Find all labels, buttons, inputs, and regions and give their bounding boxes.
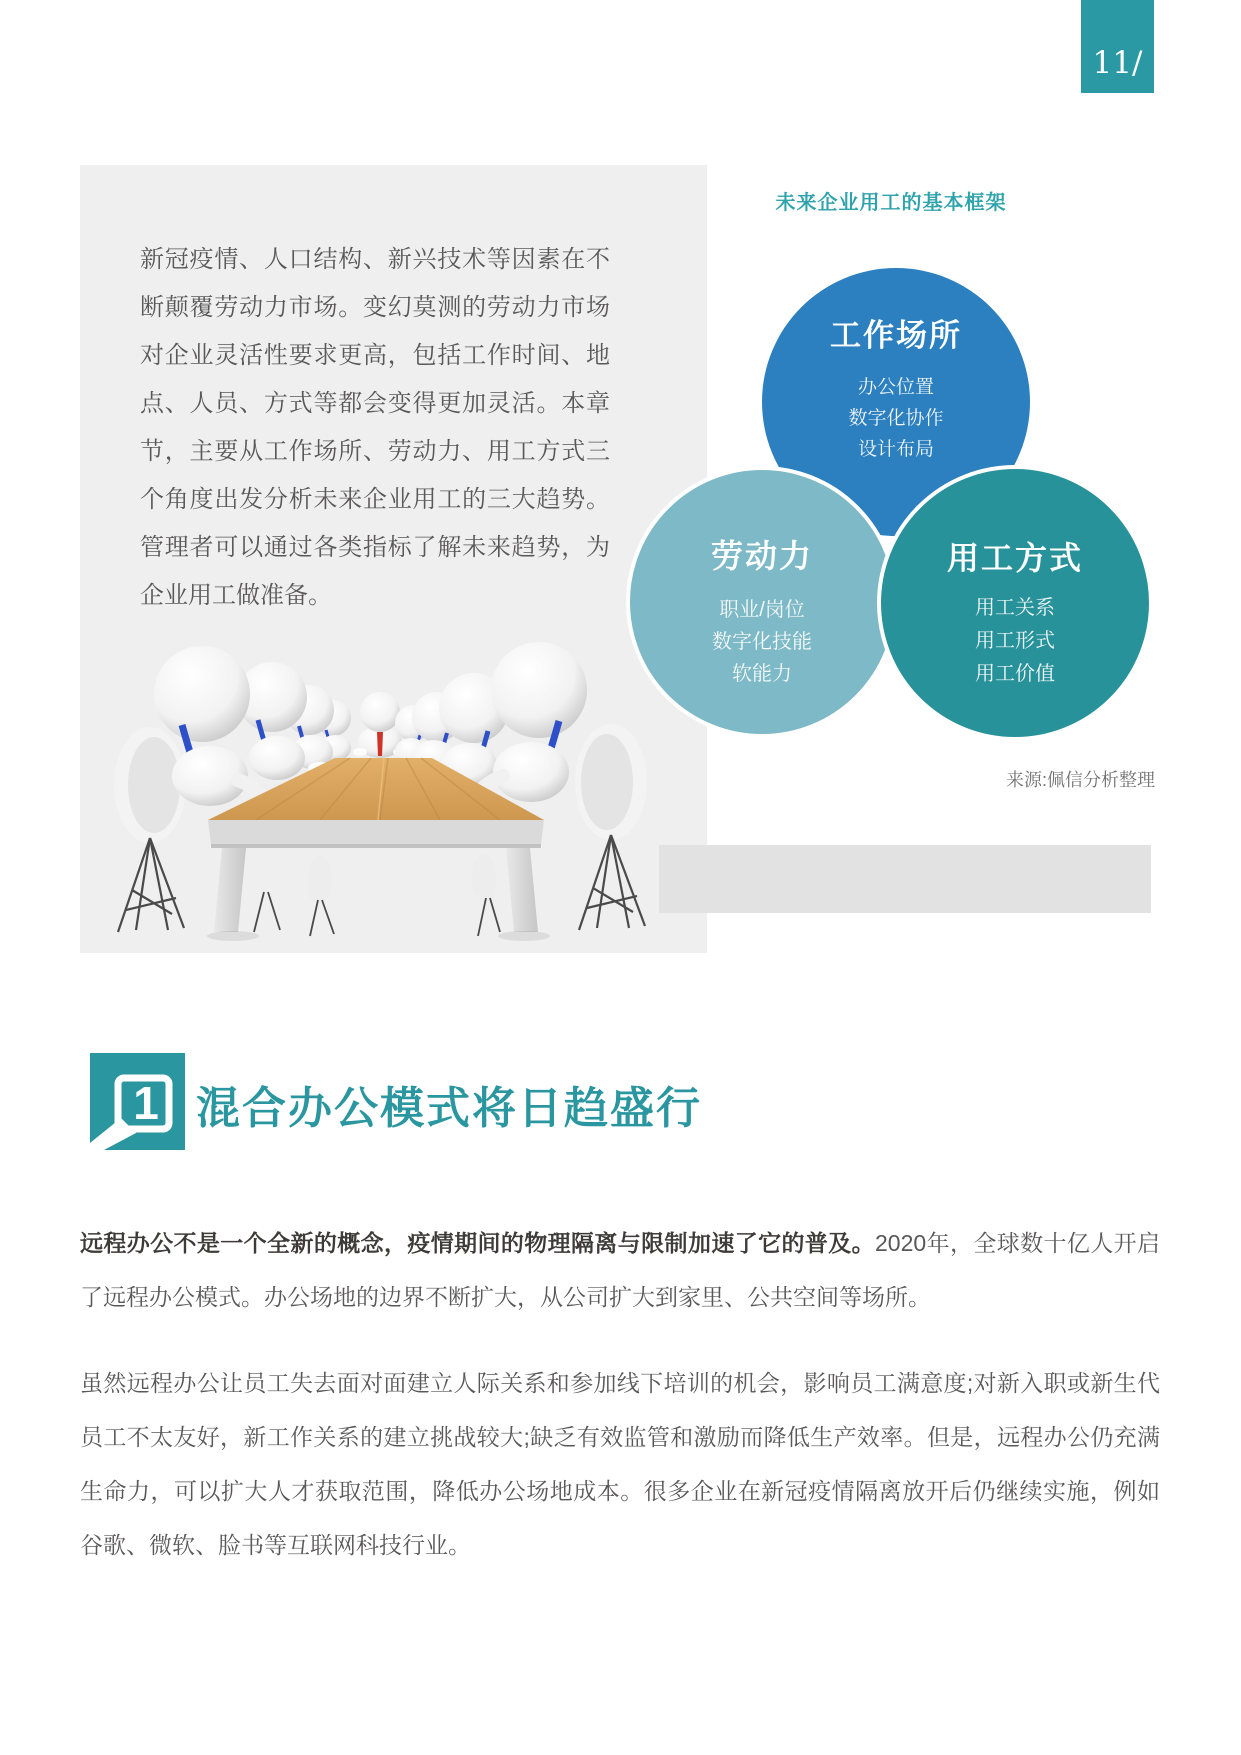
diagram-source-note: 来源:佩信分析整理 — [1005, 770, 1155, 790]
body-paragraph-1 — [80, 1216, 1160, 1324]
section-number-digit: 1 — [133, 1077, 159, 1129]
page-number-tab: 11/ — [1081, 0, 1154, 93]
circle-title: 劳动力 — [710, 538, 813, 574]
intro-paragraph: 新冠疫情、人口结构、新兴技术等因素在不断颠覆劳动力市场。变幻莫测的劳动力市场对企业灵活性要求更高，包括工作时间、地点、人员、方式等都会变得更加灵活。本章节，主要从工作场所、劳动力、用工方式三个角度出发分析未来企业用工的三大趋势。管理者可以通过各类指标了解未来趋势，为企业用工做准备。 — [140, 246, 610, 609]
circle-title: 用工方式 — [946, 540, 1083, 576]
circle-item: 用工价值 — [975, 663, 1055, 685]
circle-item: 设计布局 — [857, 439, 934, 460]
decorative-gray-bar — [659, 845, 1151, 913]
diagram-title: 未来企业用工的基本框架 — [775, 192, 1007, 214]
circle-item: 用工形式 — [975, 630, 1055, 652]
chair-left — [114, 727, 186, 932]
body-paragraph-1-lead: 远程办公不是一个全新的概念，疫情期间的物理隔离与限制加速了它的普及。 — [80, 1230, 876, 1256]
circle-item: 软能力 — [732, 663, 792, 685]
section-number-badge — [90, 1053, 185, 1150]
circle-item: 办公位置 — [857, 377, 934, 398]
chair-right — [575, 724, 647, 930]
meeting-table-photo — [88, 580, 673, 950]
circle-item: 职业/岗位 — [719, 599, 805, 621]
body-paragraph-2: 虽然远程办公让员工失去面对面建立人际关系和参加线下培训的机会，影响员工满意度;对新入职或新生代员工不太友好，新工作关系的建立挑战较大;缺乏有效监管和激励而降低生产效率。但是，远程办公仍充满生命力，可以扩大人才获取范围，降低办公场地成本。很多企业在新冠疫情隔离放开后仍继续实施，例如谷歌、微软、脸书等互联网科技行业。 — [80, 1370, 1160, 1558]
circle-item: 用工关系 — [975, 597, 1055, 619]
body-paragraph-1-rest: 2020年，全球数十亿人开启了远程办公模式。办公场地的边界不断扩大，从公司扩大到家里、公共空间等场所。 — [80, 1230, 1161, 1310]
chairs-under-table — [254, 852, 500, 936]
circle-title: 工作场所 — [830, 318, 962, 353]
circle-item: 数字化协作 — [848, 408, 944, 429]
section-title: 混合办公模式将日趋盛行 — [196, 1084, 702, 1133]
circle-item: 数字化技能 — [712, 631, 812, 653]
diagram-circle-employment-mode — [877, 465, 1153, 741]
diagram-circle-workforce — [626, 466, 898, 738]
